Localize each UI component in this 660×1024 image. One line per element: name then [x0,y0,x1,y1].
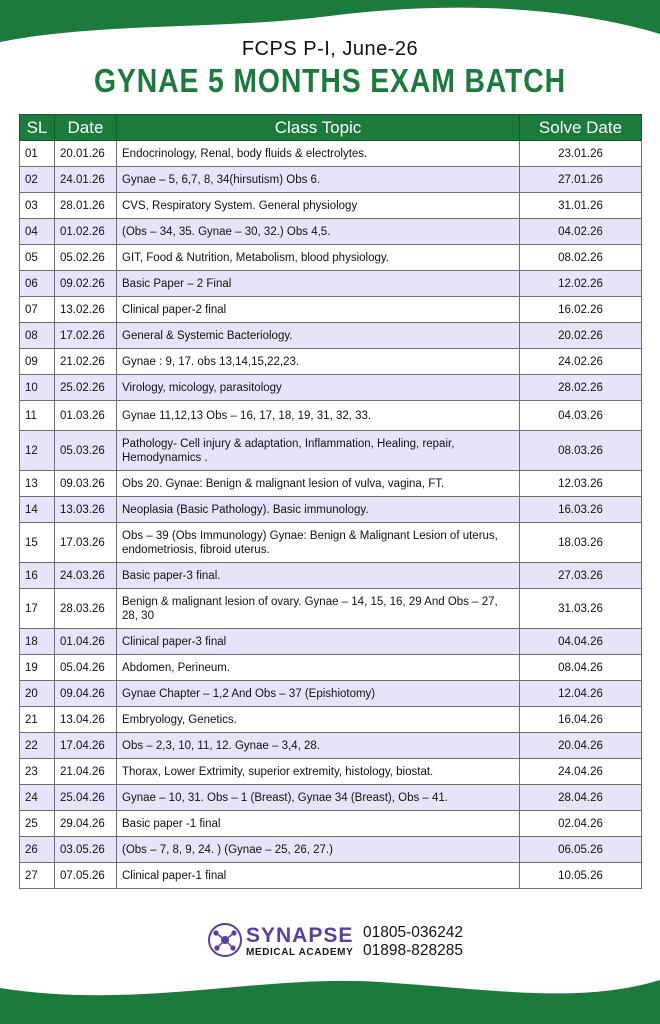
table-row [20,297,642,323]
column-header-date: Date [55,115,117,141]
brand-subtitle: MEDICAL ACADEMY [246,947,354,958]
table-row [20,863,642,889]
cell-date: 21.02.26 [55,349,117,375]
cell-solve-date: 12.02.26 [520,271,642,297]
table-row [20,563,642,589]
cell-date: 17.02.26 [55,323,117,349]
cell-class-topic: Gynae Chapter – 1,2 And Obs – 37 (Epishiotomy) [117,681,520,707]
cell-sl: 13 [20,471,55,497]
cell-solve-date: 24.02.26 [520,349,642,375]
cell-solve-date: 28.04.26 [520,785,642,811]
cell-solve-date: 16.03.26 [520,497,642,523]
cell-date: 01.03.26 [55,401,117,431]
phone-number-2: 01898-828285 [363,942,463,959]
cell-date: 25.02.26 [55,375,117,401]
cell-class-topic: Clinical paper-2 final [117,297,520,323]
cell-class-topic: CVS, Respiratory System. General physiology [117,193,520,219]
table-row [20,219,642,245]
table-row [20,589,642,629]
cell-solve-date: 31.03.26 [520,589,642,629]
cell-date: 05.04.26 [55,655,117,681]
cell-solve-date: 02.04.26 [520,811,642,837]
table-row [20,497,642,523]
table-row [20,375,642,401]
cell-solve-date: 24.04.26 [520,759,642,785]
table-row [20,193,642,219]
table-row [20,471,642,497]
cell-solve-date: 12.04.26 [520,681,642,707]
cell-sl: 15 [20,523,55,563]
cell-date: 24.03.26 [55,563,117,589]
cell-sl: 02 [20,167,55,193]
cell-date: 03.05.26 [55,837,117,863]
cell-solve-date: 12.03.26 [520,471,642,497]
cell-sl: 05 [20,245,55,271]
cell-solve-date: 18.03.26 [520,523,642,563]
cell-class-topic: Pathology- Cell injury & adaptation, Inflammation, Healing, repair, Hemodynamics . [117,431,520,471]
cell-solve-date: 06.05.26 [520,837,642,863]
cell-sl: 26 [20,837,55,863]
table-header-row [20,115,642,141]
cell-date: 09.04.26 [55,681,117,707]
table-row [20,629,642,655]
cell-date: 09.03.26 [55,471,117,497]
cell-class-topic: Obs – 39 (Obs Immunology) Gynae: Benign & Malignant Lesion of uterus, endometriosis, fibroid uterus. [117,523,520,563]
cell-class-topic: Gynae : 9, 17. obs 13,14,15,22,23. [117,349,520,375]
table-row [20,323,642,349]
cell-solve-date: 31.01.26 [520,193,642,219]
cell-class-topic: Clinical paper-3 final [117,629,520,655]
cell-date: 07.05.26 [55,863,117,889]
cell-class-topic: GIT, Food & Nutrition, Metabolism, blood physiology. [117,245,520,271]
cell-solve-date: 04.03.26 [520,401,642,431]
cell-sl: 04 [20,219,55,245]
cell-sl: 18 [20,629,55,655]
cell-date: 21.04.26 [55,759,117,785]
cell-class-topic: Gynae 11,12,13 Obs – 16, 17, 18, 19, 31, 32, 33. [117,401,520,431]
cell-solve-date: 10.05.26 [520,863,642,889]
cell-solve-date: 16.04.26 [520,707,642,733]
cell-sl: 12 [20,431,55,471]
cell-class-topic: Endocrinology, Renal, body fluids & electrolytes. [117,141,520,167]
cell-solve-date: 20.04.26 [520,733,642,759]
cell-sl: 17 [20,589,55,629]
cell-solve-date: 08.04.26 [520,655,642,681]
cell-date: 29.04.26 [55,811,117,837]
cell-solve-date: 20.02.26 [520,323,642,349]
cell-date: 09.02.26 [55,271,117,297]
column-header-class-topic: Class Topic [117,115,520,141]
cell-solve-date: 08.02.26 [520,245,642,271]
cell-date: 20.01.26 [55,141,117,167]
cell-class-topic: Embryology, Genetics. [117,707,520,733]
cell-sl: 03 [20,193,55,219]
cell-date: 05.03.26 [55,431,117,471]
cell-class-topic: Benign & malignant lesion of ovary. Gynae – 14, 15, 16, 29 And Obs – 27, 28, 30 [117,589,520,629]
cell-sl: 01 [20,141,55,167]
cell-sl: 16 [20,563,55,589]
table-row [20,245,642,271]
cell-sl: 22 [20,733,55,759]
cell-date: 05.02.26 [55,245,117,271]
cell-solve-date: 28.02.26 [520,375,642,401]
cell-date: 01.04.26 [55,629,117,655]
column-header-sl: SL [20,115,55,141]
cell-solve-date: 27.01.26 [520,167,642,193]
cell-solve-date: 27.03.26 [520,563,642,589]
cell-solve-date: 23.01.26 [520,141,642,167]
cell-date: 13.02.26 [55,297,117,323]
footer [0,922,660,962]
cell-sl: 09 [20,349,55,375]
table-row [20,271,642,297]
table-row [20,167,642,193]
table-row [20,401,642,431]
exam-subtitle: FCPS P-I, June-26 [241,38,419,60]
cell-date: 13.03.26 [55,497,117,523]
cell-sl: 08 [20,323,55,349]
cell-sl: 24 [20,785,55,811]
cell-class-topic: Clinical paper-1 final [117,863,520,889]
cell-class-topic: Basic paper-3 final. [117,563,520,589]
cell-class-topic: Gynae – 10, 31. Obs – 1 (Breast), Gynae 34 (Breast), Obs – 41. [117,785,520,811]
cell-class-topic: Basic Paper – 2 Final [117,271,520,297]
table-row [20,349,642,375]
cell-date: 13.04.26 [55,707,117,733]
cell-solve-date: 16.02.26 [520,297,642,323]
cell-sl: 21 [20,707,55,733]
cell-solve-date: 04.02.26 [520,219,642,245]
cell-solve-date: 08.03.26 [520,431,642,471]
cell-sl: 11 [20,401,55,431]
schedule-table [19,114,642,889]
phone-number-1: 01805-036242 [363,924,463,941]
cell-date: 17.04.26 [55,733,117,759]
cell-class-topic: Virology, micology, parasitology [117,375,520,401]
table-row [20,759,642,785]
table-row [20,655,642,681]
page-title: GYNAE 5 MONTHS EXAM BATCH [94,62,566,99]
cell-class-topic: (Obs – 34, 35. Gynae – 30, 32.) Obs 4,5. [117,219,520,245]
cell-date: 25.04.26 [55,785,117,811]
column-header-solve-date: Solve Date [520,115,642,141]
cell-class-topic: Thorax, Lower Extrimity, superior extremity, histology, biostat. [117,759,520,785]
table-row [20,811,642,837]
table-row [20,681,642,707]
cell-sl: 23 [20,759,55,785]
cell-sl: 06 [20,271,55,297]
table-row [20,733,642,759]
cell-class-topic: Obs – 2,3, 10, 11, 12. Gynae – 3,4, 28. [117,733,520,759]
bottom-wave-decoration [0,964,660,1024]
cell-class-topic: Neoplasia (Basic Pathology). Basic immunology. [117,497,520,523]
cell-class-topic: (Obs – 7, 8, 9, 24. ) (Gynae – 25, 26, 27.) [117,837,520,863]
table-row [20,523,642,563]
cell-class-topic: Obs 20. Gynae: Benign & malignant lesion of vulva, vagina, FT. [117,471,520,497]
cell-sl: 19 [20,655,55,681]
cell-class-topic: General & Systemic Bacteriology. [117,323,520,349]
cell-class-topic: Basic paper -1 final [117,811,520,837]
table-row [20,431,642,471]
cell-class-topic: Abdomen, Perineum. [117,655,520,681]
cell-sl: 20 [20,681,55,707]
cell-sl: 07 [20,297,55,323]
table-row [20,141,642,167]
cell-class-topic: Gynae – 5, 6,7, 8, 34(hirsutism) Obs 6. [117,167,520,193]
cell-sl: 27 [20,863,55,889]
cell-date: 28.03.26 [55,589,117,629]
cell-date: 24.01.26 [55,167,117,193]
cell-date: 28.01.26 [55,193,117,219]
cell-date: 01.02.26 [55,219,117,245]
table-row [20,707,642,733]
molecule-icon [207,922,243,958]
cell-sl: 25 [20,811,55,837]
table-row [20,785,642,811]
cell-sl: 10 [20,375,55,401]
table-row [20,837,642,863]
cell-date: 17.03.26 [55,523,117,563]
cell-sl: 14 [20,497,55,523]
cell-solve-date: 04.04.26 [520,629,642,655]
brand-name: SYNAPSE [246,924,354,947]
